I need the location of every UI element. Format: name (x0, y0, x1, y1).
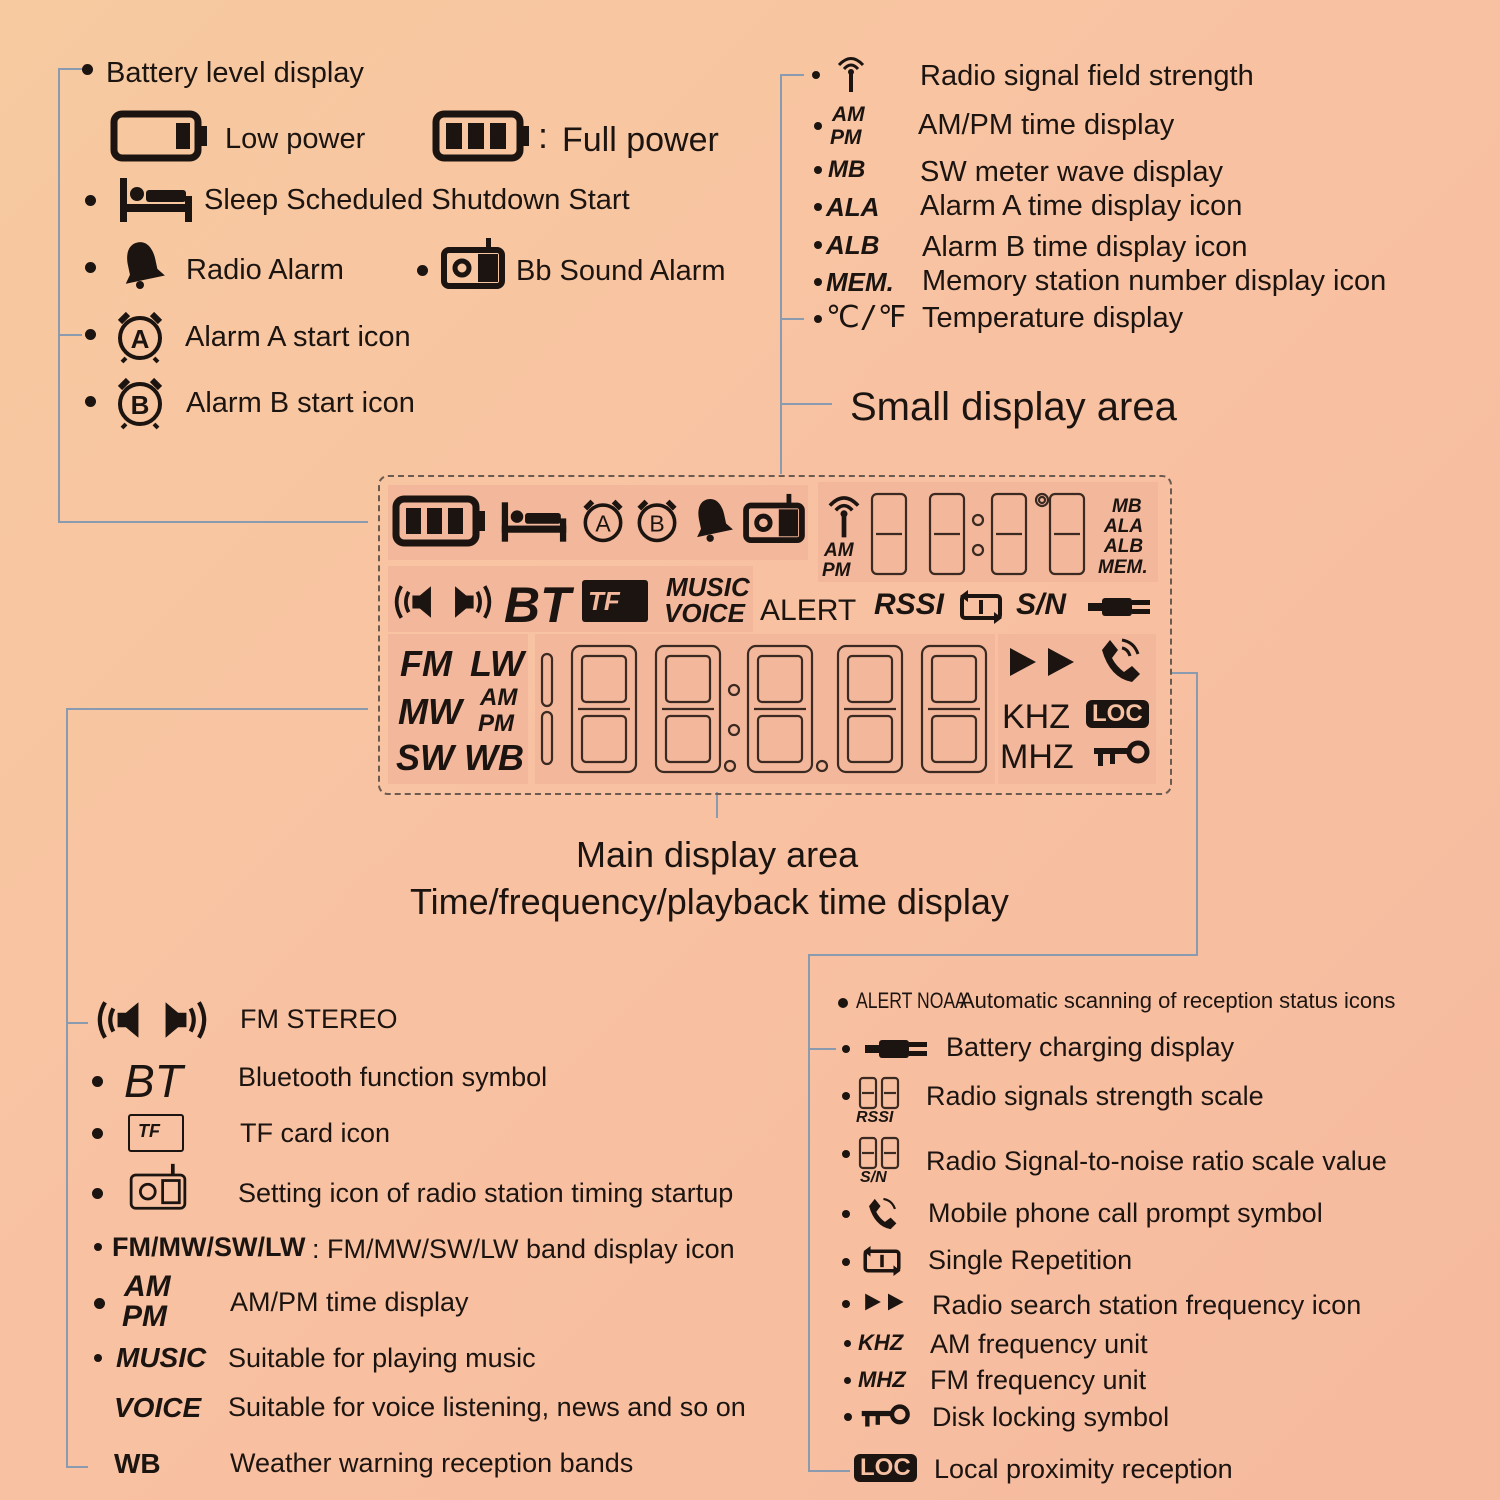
khz-label: AM frequency unit (930, 1329, 1148, 1359)
lcd-loc: LOC (1086, 700, 1149, 728)
svg-text:A: A (130, 324, 150, 354)
bullet (82, 64, 93, 75)
colon: : (538, 115, 549, 156)
bullet (92, 1128, 103, 1139)
battery-low-icon (110, 110, 210, 162)
connector-bottom-left-h3 (66, 1466, 88, 1468)
signal-field-label: Radio signal field strength (920, 60, 1254, 92)
lcd-music: MUSIC (666, 572, 750, 602)
alarm-b-icon (114, 374, 166, 430)
alarm-b-label: Alarm B start icon (186, 387, 415, 419)
bullet (844, 1377, 851, 1384)
lcd-sn: S/N (1016, 588, 1067, 621)
lcd-lw: LW (470, 643, 524, 684)
bullet (814, 122, 822, 130)
pm-symbol: PM (830, 126, 862, 149)
small-display-area-title: Small display area (850, 385, 1177, 429)
setting-radio-icon (126, 1162, 190, 1212)
repeat-label: Single Repetition (928, 1245, 1133, 1275)
lcd-mw: MW (398, 691, 462, 732)
rssi-symbol: RSSI (856, 1109, 894, 1126)
bullet (85, 195, 96, 206)
connector-bottom-right-h1 (808, 954, 1198, 956)
bullet (844, 1413, 852, 1421)
connector-bottom-right-v1 (1196, 672, 1198, 956)
lcd-antenna-icon (824, 490, 864, 540)
bt-symbol: BT (124, 1055, 183, 1107)
fm-stereo-icon (94, 996, 210, 1044)
mb-label: SW meter wave display (920, 156, 1223, 188)
lcd-mhz: MHZ (1000, 738, 1074, 776)
bottom-am-symbol: AM (124, 1270, 171, 1303)
radio-alarm-label: Radio Alarm (186, 254, 344, 286)
connector-bottom-right-h3 (808, 1470, 850, 1472)
lcd-phone-icon (1096, 636, 1144, 686)
bullet (842, 1210, 850, 1218)
mb-symbol: MB (828, 156, 866, 183)
battery-full-icon (432, 110, 532, 162)
bullet (85, 396, 96, 407)
main-display-area-title: Main display area (576, 834, 859, 875)
lcd-repeat-icon (958, 590, 1004, 624)
connector-top-left-to-lcd (58, 521, 368, 523)
bullet (85, 329, 96, 340)
charging-label: Battery charging display (946, 1032, 1235, 1062)
lcd-wb: WB (464, 737, 524, 778)
bullet (814, 278, 822, 286)
bullet (85, 262, 96, 273)
lcd-pm: PM (822, 560, 851, 581)
connector-top-left-v (58, 68, 60, 523)
main-display-area-subtitle: Time/frequency/playback time display (410, 881, 1009, 922)
sleep-label: Sleep Scheduled Shutdown Start (204, 184, 630, 216)
bullet (842, 1258, 850, 1266)
svg-text:B: B (649, 510, 665, 537)
loc-symbol: LOC (854, 1454, 917, 1482)
mem-label: Memory station number display icon (922, 265, 1387, 297)
alb-symbol: ALB (826, 230, 880, 260)
tf-symbol: TF (138, 1121, 160, 1141)
connector-bottom-right-v2 (808, 954, 810, 1470)
connector-top-right-v (780, 74, 782, 474)
lcd-fm-stereo-icon (392, 580, 494, 624)
lock-icon (860, 1404, 912, 1430)
alert-noaa-symbol: ALERT NOAA (856, 988, 967, 1013)
bullet (94, 1298, 105, 1309)
sn-symbol: S/N (860, 1169, 887, 1186)
bullet (844, 1340, 851, 1347)
bullet (814, 315, 822, 323)
full-power-label: Full power (562, 121, 719, 159)
lcd-rssi: RSSI (874, 588, 945, 621)
charging-icon (862, 1038, 934, 1060)
lcd-search-icon (1008, 646, 1078, 678)
lcd-fm: FM (400, 643, 452, 684)
connector-top-right-h3 (780, 403, 832, 405)
bullet (94, 1354, 102, 1362)
wb-label: Weather warning reception bands (230, 1448, 634, 1478)
lcd-mb: MB (1112, 496, 1142, 517)
bullet (842, 1045, 850, 1053)
phone-icon (864, 1196, 900, 1232)
rssi-digits-icon (858, 1076, 902, 1110)
lcd-battery-icon (392, 495, 488, 547)
alert-label: Automatic scanning of reception status icons (960, 988, 1396, 1013)
connector-top-right-h1 (780, 74, 804, 76)
bottom-pm-symbol: PM (122, 1300, 167, 1333)
bt-label: Bluetooth function symbol (238, 1062, 548, 1092)
lcd-band-am: AM (480, 684, 518, 711)
lcd-radio-icon (742, 492, 806, 544)
bullet (417, 265, 428, 276)
ala-label: Alarm A time display icon (920, 190, 1243, 222)
music-symbol: MUSIC (116, 1342, 207, 1373)
am-symbol: AM (832, 103, 865, 126)
rssi-label: Radio signals strength scale (926, 1081, 1264, 1111)
phone-label: Mobile phone call prompt symbol (928, 1198, 1323, 1228)
low-power-label: Low power (225, 123, 366, 155)
lcd-alert: ALERT (760, 594, 857, 627)
repeat-icon (860, 1246, 904, 1276)
bullet (814, 203, 822, 211)
ampm-label: AM/PM time display (918, 109, 1175, 141)
alarm-a-icon (114, 308, 166, 364)
sn-label: Radio Signal-to-noise ratio scale value (926, 1146, 1387, 1176)
voice-symbol: VOICE (114, 1392, 202, 1423)
lcd-khz: KHZ (1002, 698, 1070, 736)
lcd-band-pm: PM (478, 710, 514, 737)
bands-symbol: FM/MW/SW/LW (112, 1232, 306, 1262)
svg-text:B: B (130, 390, 150, 420)
lcd-charging-icon (1088, 596, 1154, 618)
lcd-sleep-icon (500, 500, 568, 544)
lcd-am: AM (824, 540, 854, 561)
radio-icon (440, 236, 506, 290)
khz-symbol: KHZ (858, 1330, 904, 1355)
mhz-label: FM frequency unit (930, 1365, 1147, 1395)
alb-label: Alarm B time display icon (922, 231, 1248, 263)
bell-icon (118, 238, 166, 290)
bb-alarm-label: Bb Sound Alarm (516, 255, 726, 287)
connector-top-left-alarm (58, 334, 82, 336)
sn-digits-icon (858, 1136, 902, 1170)
temp-label: Temperature display (922, 302, 1184, 334)
connector-bottom-left-v (66, 708, 68, 1468)
lcd-voice: VOICE (664, 598, 745, 628)
bullet (92, 1076, 103, 1087)
lcd-alarm-b-icon (634, 496, 680, 546)
connector-main-area (716, 792, 718, 818)
bullet (838, 998, 848, 1008)
lcd-alarm-a-icon (580, 496, 626, 546)
lcd-main-digits (536, 640, 992, 780)
connector-top-right-h2 (780, 318, 804, 320)
music-label: Suitable for playing music (228, 1343, 536, 1373)
lcd-sw: SW (396, 737, 454, 778)
voice-label: Suitable for voice listening, news and so on (228, 1392, 746, 1422)
bullet (94, 1243, 102, 1251)
alarm-a-label: Alarm A start icon (185, 321, 411, 353)
svg-text:A: A (595, 510, 611, 537)
tf-label: TF card icon (240, 1118, 391, 1148)
search-label: Radio search station frequency icon (932, 1290, 1362, 1320)
bullet (814, 166, 822, 174)
connector-bottom-right-h0 (1170, 672, 1198, 674)
lcd-lock-icon (1092, 740, 1152, 770)
connector-top-left-h (58, 68, 82, 70)
bullet (842, 1150, 850, 1158)
temp-symbol: ℃/℉ (826, 300, 907, 335)
signal-antenna-icon (834, 52, 868, 94)
lcd-tf: TF (588, 586, 620, 616)
connector-bottom-left-h2 (66, 1022, 88, 1024)
lcd-mem: MEM. (1098, 557, 1148, 578)
bullet (92, 1188, 103, 1199)
lcd-alb: ALB (1104, 536, 1144, 557)
setting-label: Setting icon of radio station timing startup (238, 1178, 734, 1208)
connector-bottom-left-h1 (66, 708, 368, 710)
battery-level-label: Battery level display (106, 57, 364, 89)
loc-label: Local proximity reception (934, 1454, 1233, 1484)
wb-symbol: WB (114, 1448, 161, 1479)
sleep-bed-icon (118, 176, 194, 224)
mem-symbol: MEM. (826, 267, 894, 297)
bullet (812, 71, 820, 79)
mhz-symbol: MHZ (858, 1367, 906, 1392)
connector-bottom-right-h2 (808, 1048, 836, 1050)
fm-stereo-label: FM STEREO (240, 1004, 398, 1034)
bottom-ampm-label: AM/PM time display (230, 1287, 469, 1317)
lcd-bt: BT (504, 577, 571, 633)
bands-label: : FM/MW/SW/LW band display icon (312, 1234, 735, 1264)
lcd-small-digits (868, 490, 1098, 580)
lock-label: Disk locking symbol (932, 1402, 1170, 1432)
bullet (842, 1300, 850, 1308)
lcd-bell-icon (690, 494, 734, 544)
lcd-ala: ALA (1104, 516, 1144, 537)
ala-symbol: ALA (826, 192, 880, 222)
search-station-icon (864, 1292, 906, 1312)
bullet (842, 1092, 850, 1100)
bullet (814, 241, 822, 249)
